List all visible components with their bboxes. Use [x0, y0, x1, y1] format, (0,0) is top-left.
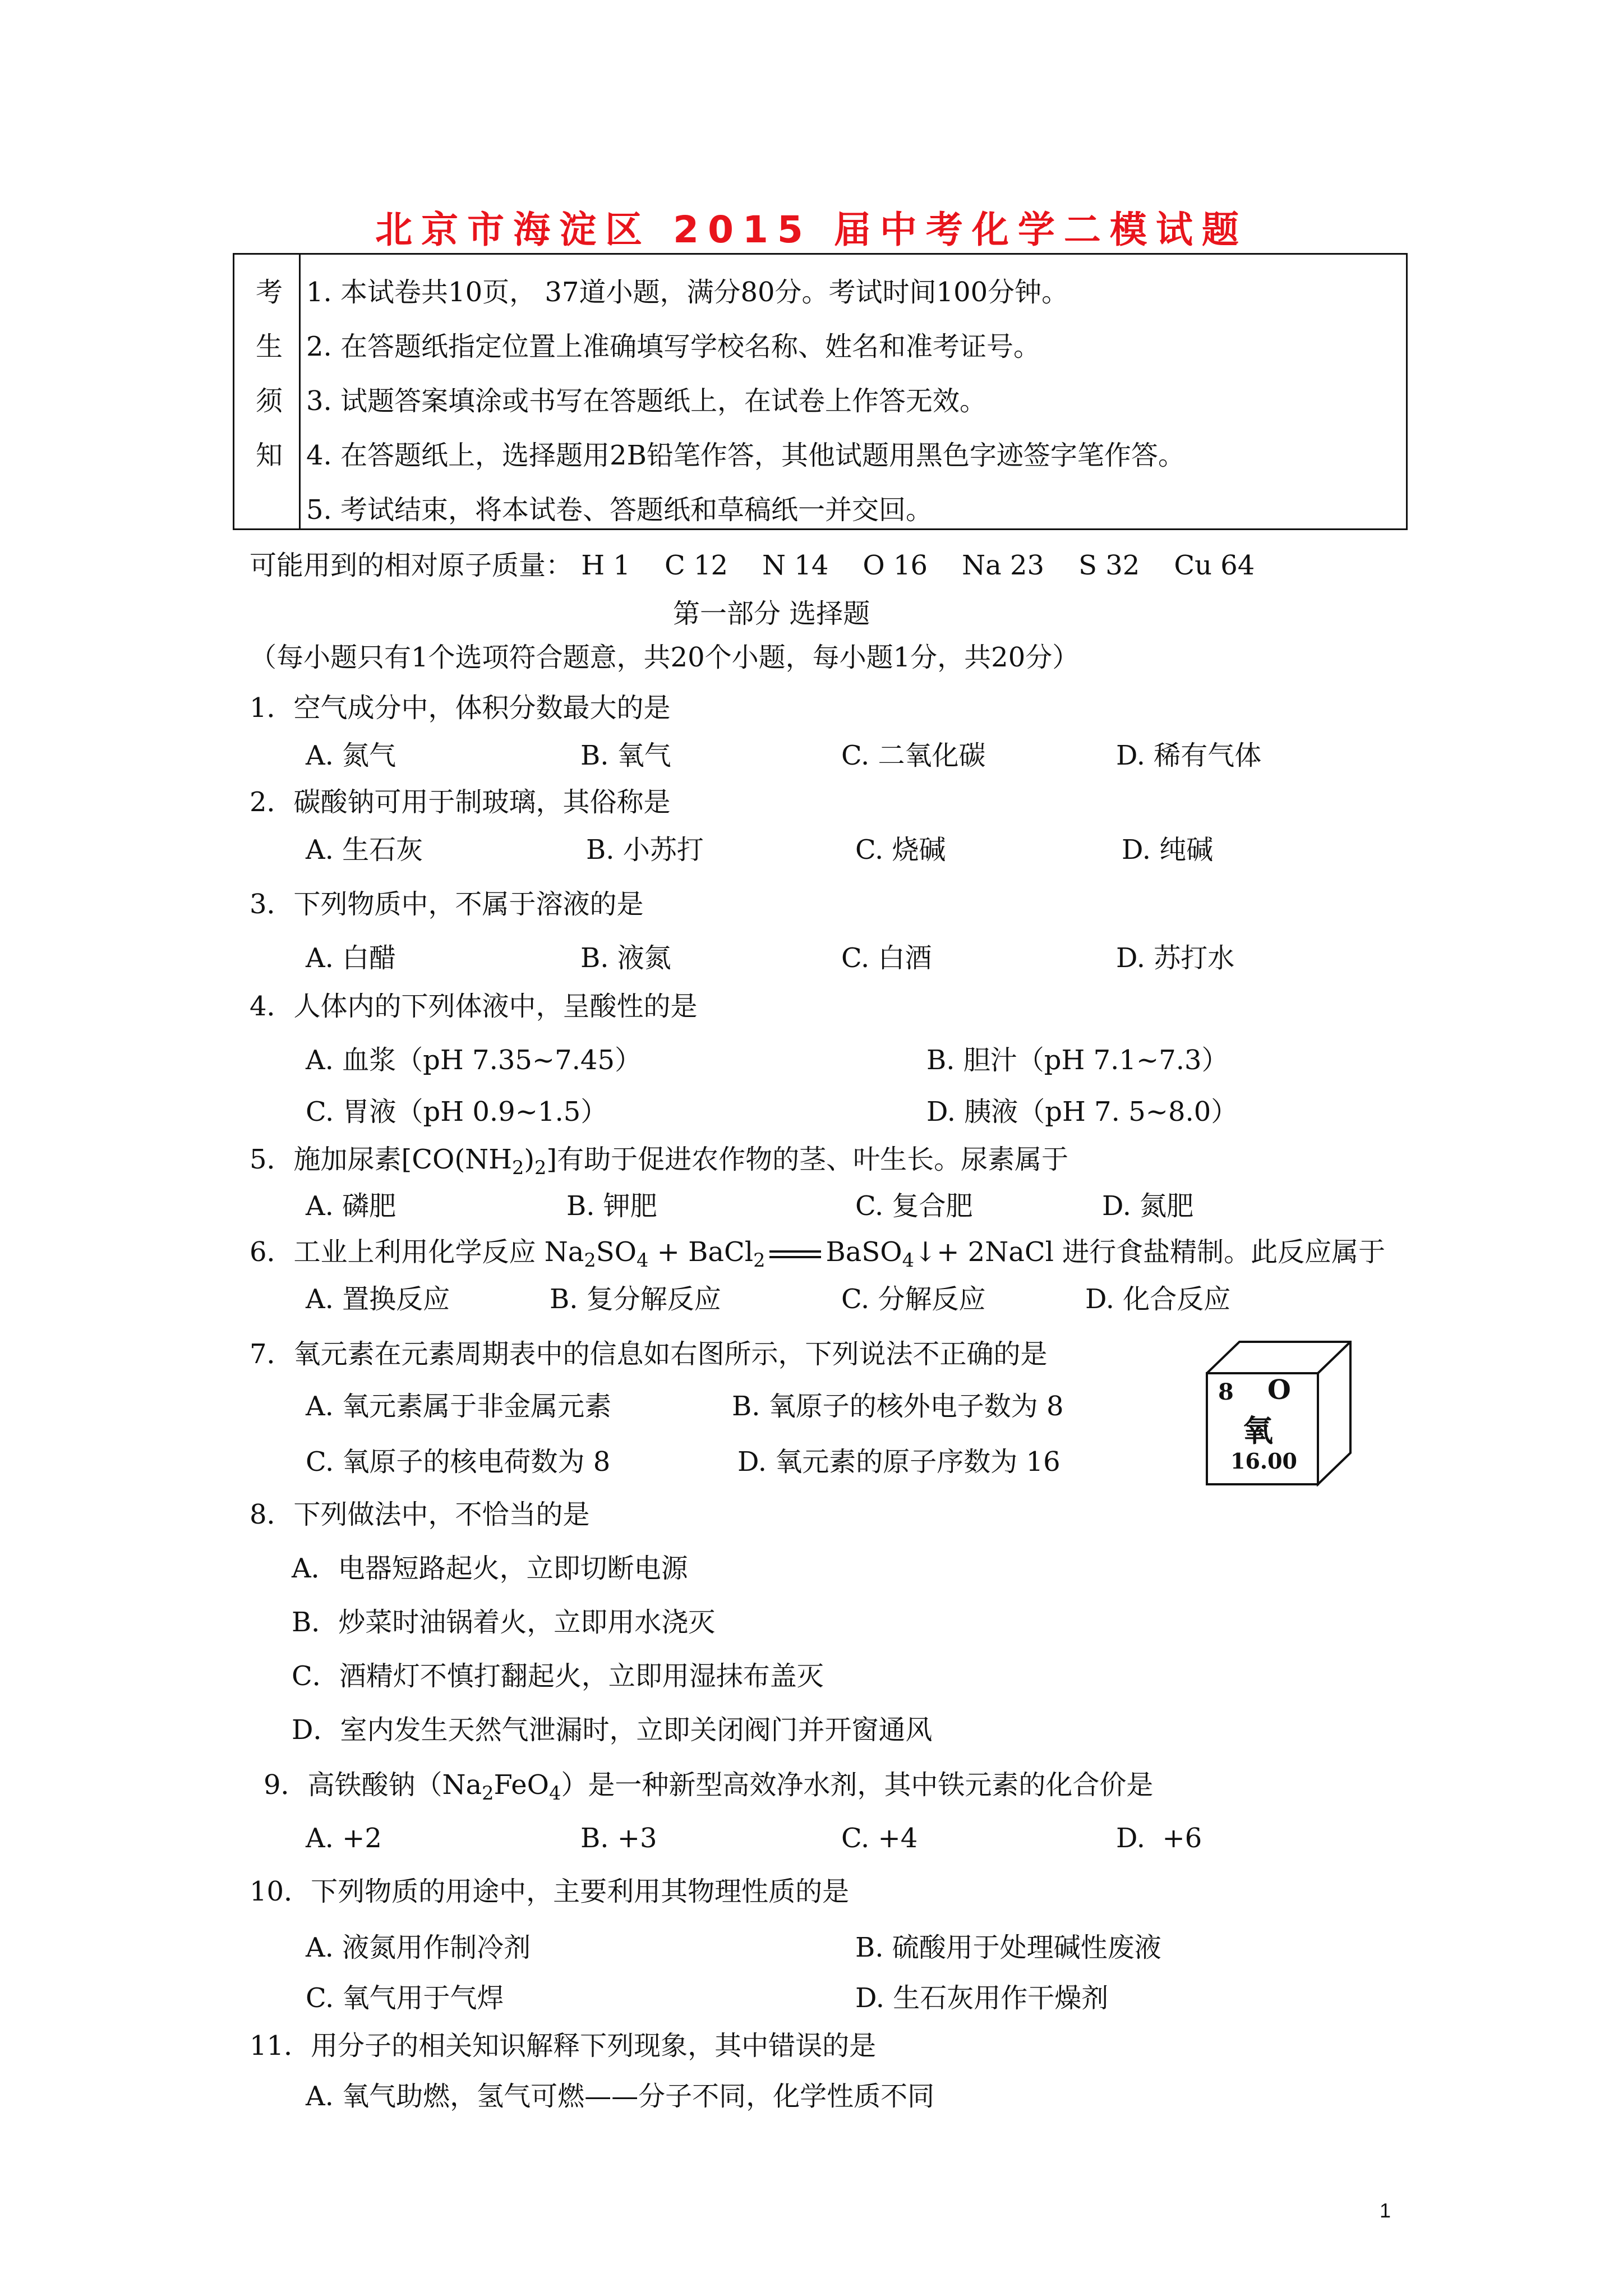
option-a: A. 白醋 [306, 942, 396, 974]
option-b: B．炒菜时油锅着火，立即用水浇灭 [292, 1607, 716, 1638]
question-stem: 6．工业上利用化学反应 $Na_2SO_4$ + BaCl$_2$ BaSO$_4$↓+ 2NaCl 进行食盐精制。此反应属于 [250, 1236, 1386, 1271]
question-stem: 4．人体内的下列体液中，呈酸性的是 [250, 991, 698, 1022]
option-a: A. 磷肥 [306, 1190, 396, 1222]
option-b: B. 胆汁（pH 7.1~7.3） [926, 1045, 1229, 1076]
option-c: C. +4 [841, 1823, 918, 1854]
notice-line: 4. 在答题纸上，选择题用2B铅笔作答，其他试题用黑色字迹签字笔作答。 [306, 440, 1185, 471]
question-stem: 9．高铁酸钠$(Na_2FeO_4)$是一种新型高效净水剂，其中铁元素的化合价是 [264, 1769, 1154, 1804]
option-d: D. +6 [1116, 1823, 1202, 1854]
option-a: A. 置换反应 [306, 1283, 450, 1315]
element-symbol: O [1267, 1374, 1291, 1406]
option-b: B. 硫酸用于处理碱性废液 [855, 1932, 1161, 1963]
option-d: D. 稀有气体 [1116, 740, 1262, 771]
option-c: C. 胃液（pH 0.9~1.5） [306, 1096, 608, 1128]
option-a: A. 血浆（pH 7.35~7.45） [306, 1045, 642, 1076]
notice-line: 2. 在答题纸指定位置上准确填写学校名称、姓名和准考证号。 [306, 331, 1041, 362]
option-d: D. 纯碱 [1122, 834, 1214, 866]
option-d: D. 化合反应 [1085, 1283, 1231, 1315]
option-a: A．电器短路起火，立即切断电源 [292, 1553, 688, 1584]
page-title: 北京市海淀区 2015 届中考化学二模试题 [375, 208, 1248, 251]
option-b: B. 复分解反应 [550, 1283, 721, 1315]
oxygen-element-card [1206, 1341, 1352, 1487]
question-stem: 3．下列物质中，不属于溶液的是 [250, 889, 644, 920]
part1-instruction: （每小题只有1个选项符合题意，共20个小题，每小题1分，共20分） [250, 642, 1080, 673]
question-stem: 7．氧元素在元素周期表中的信息如右图所示，下列说法不正确的是 [250, 1338, 1048, 1370]
question-stem: 11．用分子的相关知识解释下列现象，其中错误的是 [250, 2030, 877, 2062]
option-a: A. 氧元素属于非金属元素 [306, 1391, 612, 1422]
option-b: B. 氧原子的核外电子数为 8 [732, 1391, 1064, 1422]
equals-sign [768, 1248, 822, 1260]
option-a: A. 氮气 [306, 740, 396, 771]
option-d: D. 胰液（pH 7. 5~8.0） [926, 1096, 1238, 1128]
element-name: 氧 [1243, 1412, 1273, 1448]
option-d: D．室内发生天然气泄漏时，立即关闭阀门并开窗通风 [292, 1714, 933, 1746]
notice-heading-char: 生 [256, 331, 283, 362]
question-stem: 2．碳酸钠可用于制玻璃，其俗称是 [250, 786, 671, 818]
atomic-masses: 可能用到的相对原子质量： H 1 C 12 N 14 O 16 Na 23 S 32 Cu 64 [250, 550, 1255, 581]
notice-heading-char: 知 [256, 440, 283, 471]
option-c: C. 氧原子的核电荷数为 8 [306, 1446, 611, 1478]
question-stem: 8．下列做法中，不恰当的是 [250, 1499, 590, 1530]
notice-line: 3. 试题答案填涂或书写在答题纸上，在试卷上作答无效。 [306, 385, 987, 417]
option-d: D. 生石灰用作干燥剂 [855, 1982, 1109, 2014]
option-a: A. 生石灰 [306, 834, 423, 866]
option-d: D. 氧元素的原子序数为 16 [737, 1446, 1061, 1478]
option-c: C. 烧碱 [855, 834, 946, 866]
option-a: A. +2 [306, 1823, 382, 1854]
option-b: B. 钾肥 [566, 1190, 657, 1222]
question-stem: 10．下列物质的用途中，主要利用其物理性质的是 [250, 1876, 850, 1907]
option-c: C. 二氧化碳 [841, 740, 986, 771]
option-d: D. 苏打水 [1116, 942, 1235, 974]
option-c: C. 复合肥 [855, 1190, 973, 1222]
option-b: B. 氧气 [580, 740, 671, 771]
option-d: D. 氮肥 [1102, 1190, 1194, 1222]
notice-line: 5. 考试结束，将本试卷、答题纸和草稿纸一并交回。 [306, 494, 933, 526]
option-c: C. 白酒 [841, 942, 932, 974]
notice-divider [299, 255, 301, 528]
question-stem: 5．施加尿素$[CO(NH_2)_2]$有助于促进农作物的茎、叶生长。尿素属于 [250, 1144, 1069, 1179]
page-number: 1 [1380, 2199, 1391, 2222]
part1-heading: 第一部分 选择题 [673, 598, 870, 629]
question-stem: 1．空气成分中，体积分数最大的是 [250, 692, 671, 724]
option-b: B. +3 [580, 1823, 657, 1854]
notice-heading-char: 须 [256, 385, 283, 417]
option-b: B. 小苏打 [586, 834, 704, 866]
option-c: C．酒精灯不慎打翻起火，立即用湿抹布盖灭 [292, 1660, 824, 1692]
notice-line: 1. 本试卷共10页， 37道小题，满分80分。考试时间100分钟。 [306, 277, 1069, 308]
notice-heading-char: 考 [256, 277, 283, 308]
option-c: C. 氧气用于气焊 [306, 1982, 504, 2014]
atomic-number: 8 [1218, 1379, 1234, 1405]
option-c: C. 分解反应 [841, 1283, 986, 1315]
atomic-mass: 16.00 [1230, 1448, 1297, 1474]
option-a: A. 氧气助燃，氢气可燃——分子不同，化学性质不同 [306, 2081, 935, 2112]
option-b: B. 液氮 [580, 942, 671, 974]
option-a: A. 液氮用作制冷剂 [306, 1932, 531, 1963]
exam-notice-box [233, 253, 1408, 530]
